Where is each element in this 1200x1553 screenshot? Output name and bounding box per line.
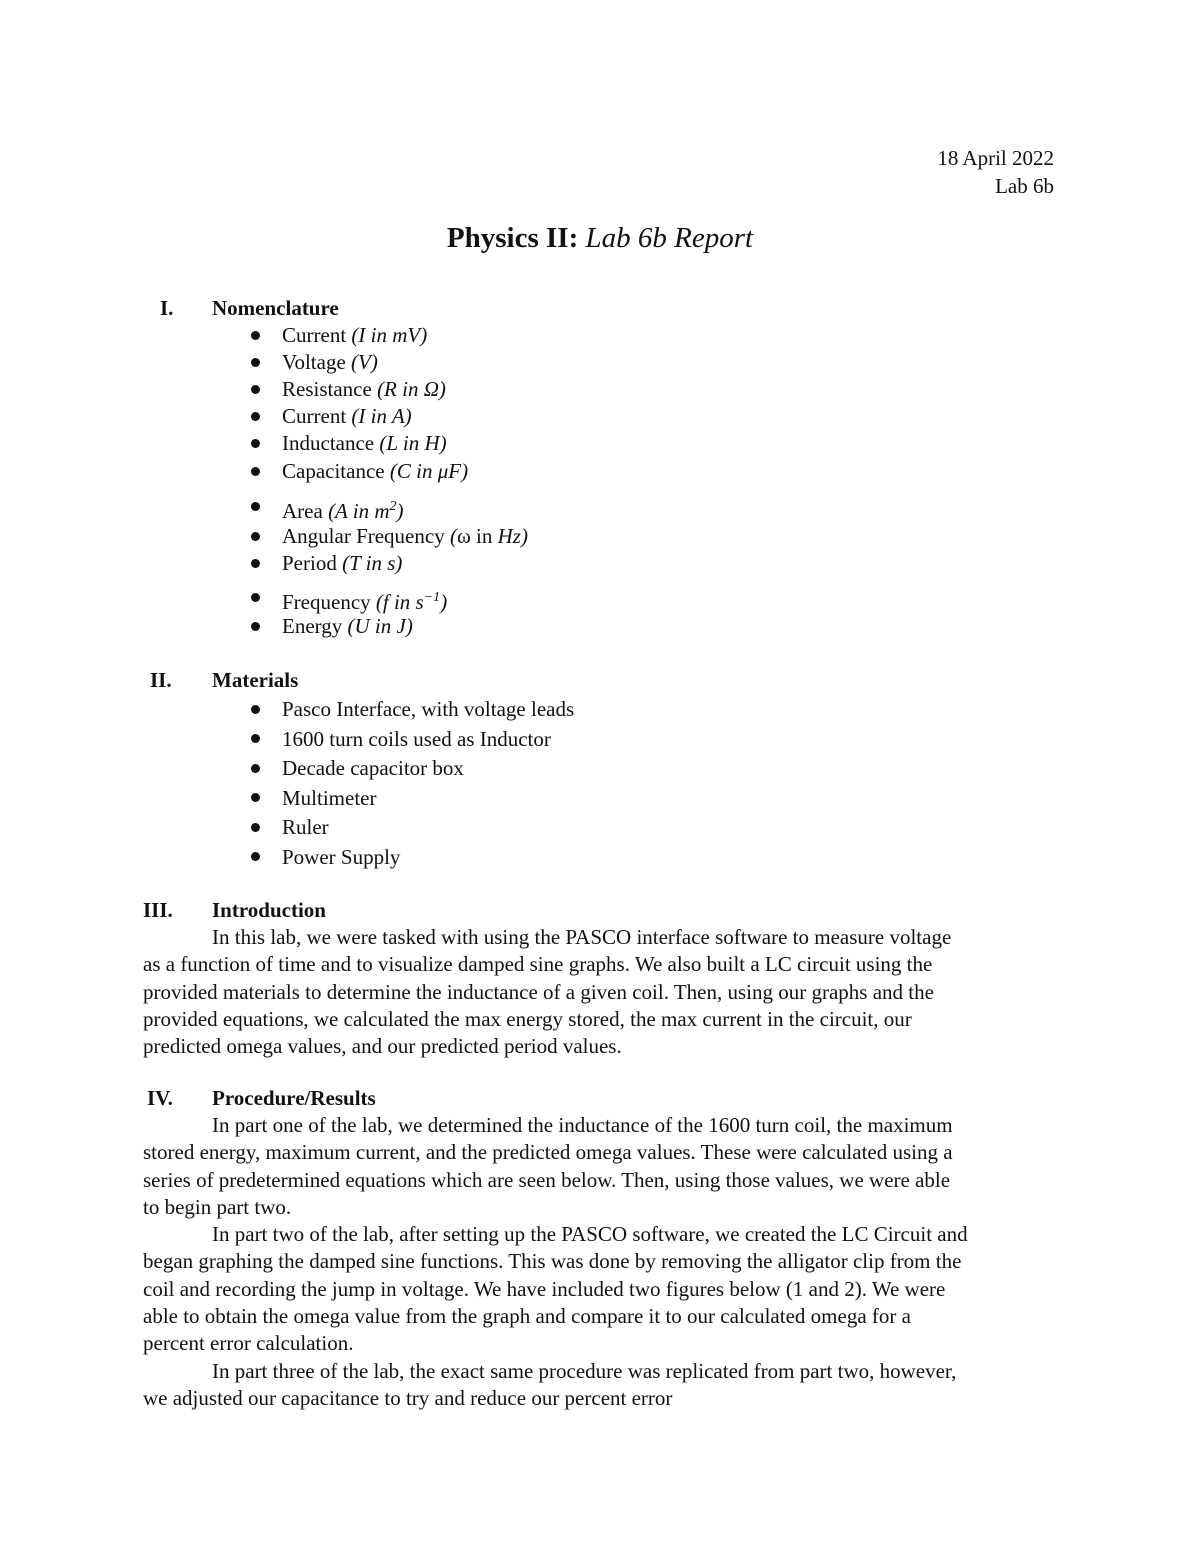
list-item: [250, 550, 528, 577]
section-number: II.: [150, 668, 172, 692]
item-label: Voltage: [282, 350, 346, 374]
list-item: [250, 843, 574, 873]
list-item: [250, 430, 528, 457]
text-line: In part two of the lab, after setting up the PASCO software, we created the LC Circuit and: [212, 1222, 968, 1247]
item-label: Pasco Interface, with voltage leads: [282, 697, 575, 721]
section-title: Materials: [212, 668, 299, 692]
item-label: Angular Frequency: [282, 524, 445, 548]
title-main: Physics II:: [446, 222, 579, 254]
item-label: Current: [282, 404, 347, 428]
list-item: [250, 376, 528, 403]
list-item: [250, 754, 574, 784]
section-number: I.: [160, 296, 174, 320]
bullet-icon: [251, 467, 260, 476]
item-symbol: (ω in Hz): [449, 524, 528, 548]
bullet-icon: [251, 385, 260, 394]
bullet-icon: [251, 593, 260, 602]
item-label: Current: [282, 323, 347, 347]
bullet-icon: [251, 734, 260, 743]
text-line: In this lab, we were tasked with using the PASCO interface software to measure voltage: [212, 925, 952, 949]
introduction-paragraph: [143, 924, 1063, 1060]
list-item: [250, 725, 574, 755]
item-symbol: (V): [351, 350, 378, 374]
item-symbol: (I in mV): [351, 323, 428, 347]
header-block: [937, 144, 1054, 200]
item-symbol: (C in μF): [389, 459, 469, 483]
item-symbol: (A in $m^2$): [328, 499, 404, 523]
section-number: IV.: [147, 1086, 173, 1110]
item-symbol: (I in A): [351, 404, 412, 428]
list-item: [250, 322, 528, 349]
bullet-icon: [251, 793, 260, 802]
item-label: Inductance: [282, 431, 375, 455]
header-date: 18 April 2022: [937, 146, 1054, 170]
text-line: provided equations, we calculated the max energy stored, the max current in the circuit, our: [143, 1006, 912, 1031]
list-item: [250, 695, 574, 725]
item-label: Ruler: [282, 815, 329, 839]
item-label: Resistance: [282, 377, 372, 401]
bullet-icon: [251, 439, 260, 448]
item-label: Period: [282, 551, 337, 575]
text-line: began graphing the damped sine functions. This was done by removing the alligator clip from the: [143, 1249, 962, 1274]
item-symbol: (T in s): [342, 551, 403, 575]
list-item: [250, 349, 528, 376]
materials-list: [250, 695, 574, 872]
list-item: [250, 523, 528, 550]
bullet-icon: [251, 622, 260, 631]
header-lab: Lab 6b: [995, 174, 1054, 198]
item-symbol: (L in H): [379, 431, 447, 455]
list-item: [250, 784, 574, 814]
bullet-icon: [251, 412, 260, 421]
list-item: [250, 403, 528, 430]
item-label: Area: [282, 499, 323, 523]
list-item: [250, 577, 528, 613]
bullet-icon: [251, 532, 260, 541]
bullet-icon: [251, 705, 260, 714]
procedure-paragraphs: [143, 1112, 1063, 1412]
item-symbol: (U in J): [347, 614, 413, 638]
page-title: [0, 222, 1200, 255]
bullet-icon: [251, 852, 260, 861]
item-label: Frequency: [282, 590, 371, 614]
bullet-icon: [251, 559, 260, 568]
bullet-icon: [251, 502, 260, 511]
title-italic: Lab 6b Report: [585, 222, 754, 254]
text-line: coil and recording the jump in voltage. We have included two figures below (1 and 2). We were: [143, 1276, 946, 1301]
text-line: In part one of the lab, we determined the inductance of the 1600 turn coil, the maximum: [212, 1113, 953, 1137]
text-line: provided materials to determine the inductance of a given coil. Then, using our graphs and the: [143, 979, 934, 1004]
list-item: [250, 457, 528, 486]
nomenclature-list: [250, 322, 528, 640]
item-label: Power Supply: [282, 844, 401, 869]
text-line: to begin part two.: [143, 1194, 292, 1219]
list-item: [250, 486, 528, 523]
bullet-icon: [251, 331, 260, 340]
bullet-icon: [251, 764, 260, 773]
text-line: as a function of time and to visualize damped sine graphs. We also built a LC circuit using the: [143, 952, 933, 977]
item-label: Multimeter: [282, 785, 377, 810]
text-line: percent error calculation.: [143, 1331, 354, 1356]
item-symbol: (f in $s^{-1}$): [375, 590, 448, 614]
text-line: predicted omega values, and our predicted period values.: [143, 1034, 622, 1059]
bullet-icon: [251, 823, 260, 832]
text-line: stored energy, maximum current, and the predicted omega values. These were calculated using a: [143, 1140, 953, 1165]
list-item: [250, 613, 528, 640]
item-label: Energy: [282, 614, 343, 638]
item-symbol: (R in Ω): [377, 377, 446, 401]
list-item: [250, 813, 574, 843]
text-line: able to obtain the omega value from the graph and compare it to our calculated omega for a: [143, 1304, 911, 1329]
section-number: III.: [143, 898, 173, 922]
item-label: Decade capacitor box: [282, 756, 464, 780]
text-line: series of predetermined equations which are seen below. Then, using those values, we were able: [143, 1167, 951, 1192]
section-title: Nomenclature: [212, 296, 339, 320]
section-title: Procedure/Results: [212, 1086, 376, 1110]
text-line: we adjusted our capacitance to try and reduce our percent error: [143, 1385, 673, 1410]
item-label: Capacitance: [282, 459, 385, 483]
bullet-icon: [251, 358, 260, 367]
text-line: In part three of the lab, the exact same procedure was replicated from part two, however,: [212, 1358, 957, 1383]
item-label: 1600 turn coils used as Inductor: [282, 726, 551, 751]
section-title: Introduction: [212, 898, 326, 922]
